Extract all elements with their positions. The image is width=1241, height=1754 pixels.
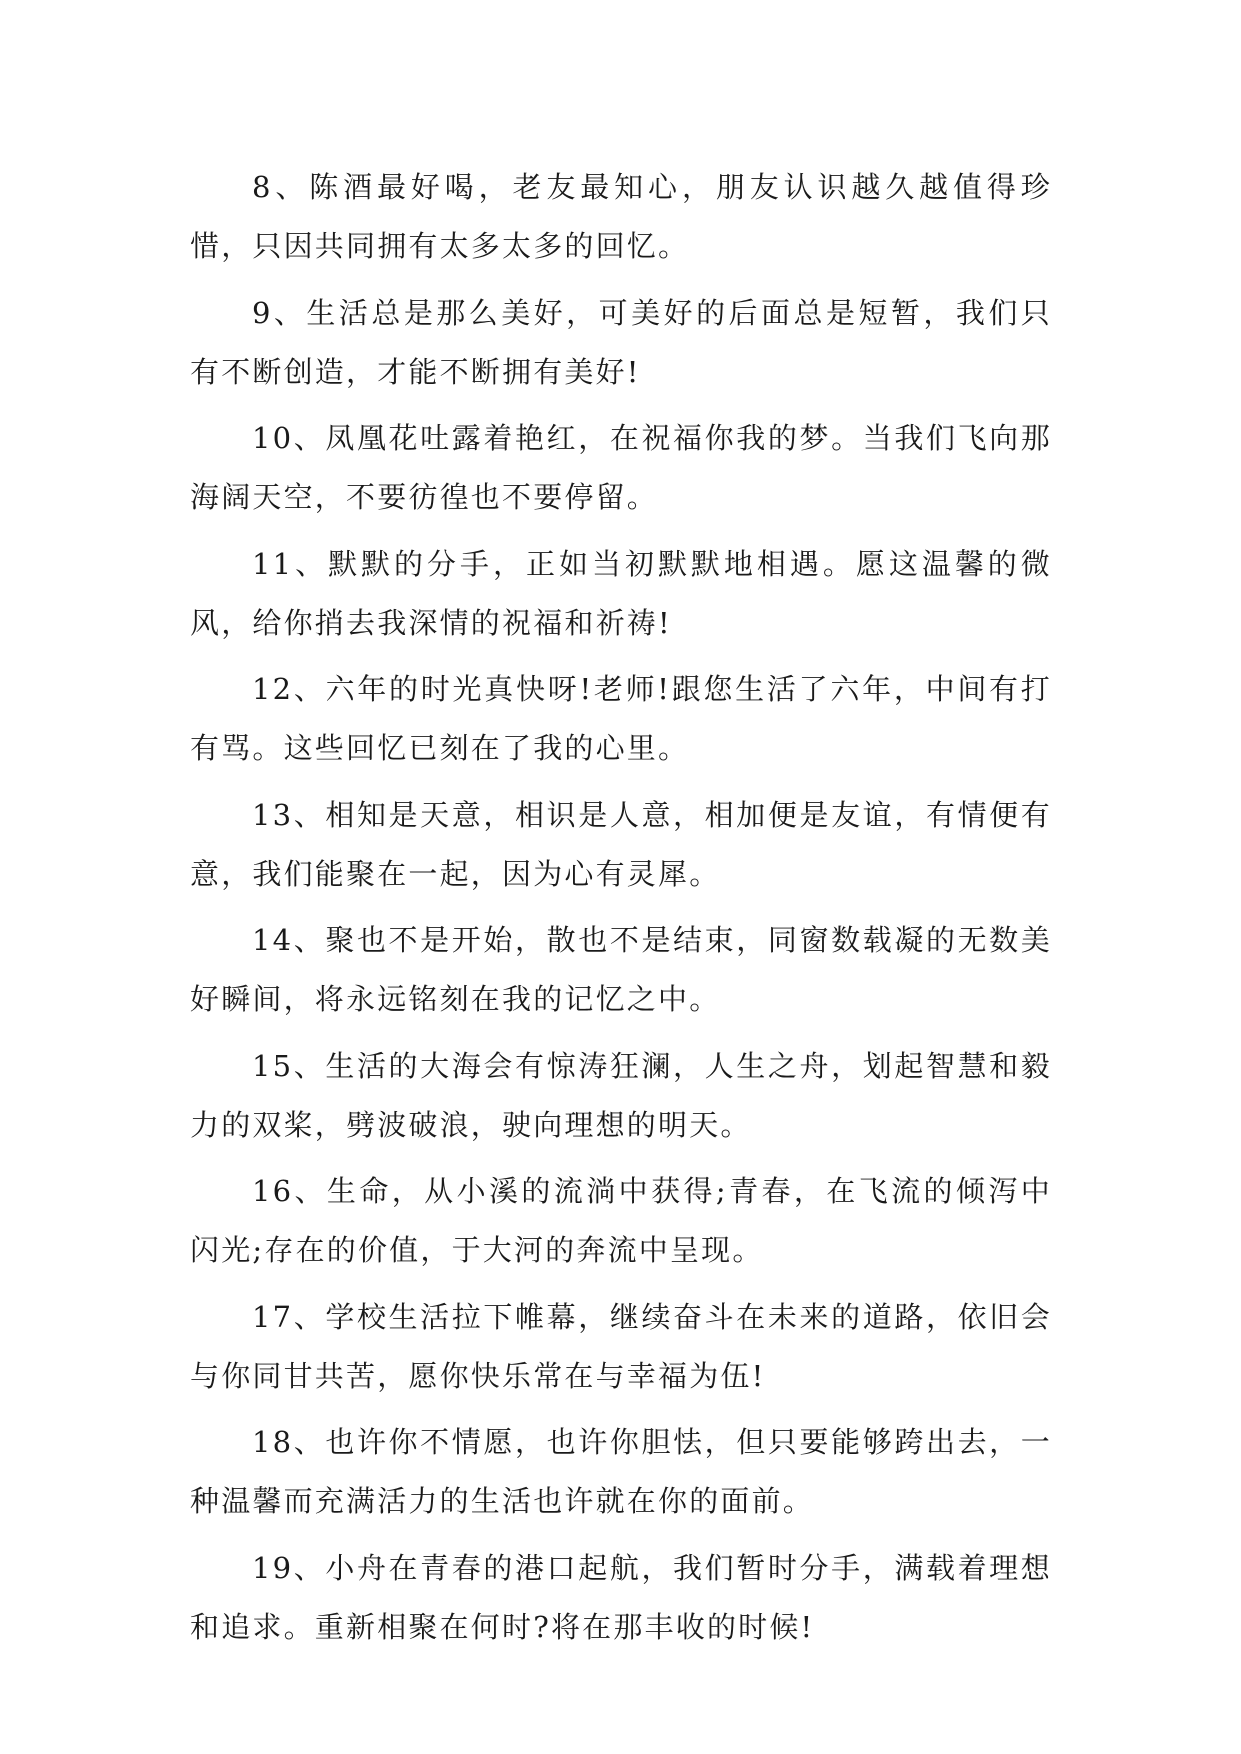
paragraph-16: 16、生命，从小溪的流淌中获得;青春，在飞流的倾泻中闪光;存在的价值，于大河的奔流中呈现。 bbox=[190, 1174, 1052, 1267]
paragraph-13: 13、相知是天意，相识是人意，相加便是友谊，有情便有意，我们能聚在一起，因为心有灵犀。 bbox=[190, 797, 1052, 891]
paragraph-15: 15、生活的大海会有惊涛狂澜，人生之舟，划起智慧和毅力的双桨，劈波破浪，驶向理想的明天。 bbox=[190, 1048, 1052, 1142]
paragraph-14: 14、聚也不是开始，散也不是结束，同窗数载凝的无数美好瞬间，将永远铭刻在我的记忆之中。 bbox=[190, 923, 1052, 1016]
paragraph-17: 17、学校生活拉下帷幕，继续奋斗在未来的道路，依旧会与你同甘共苦，愿你快乐常在与幸福为伍! bbox=[190, 1299, 1052, 1393]
paragraph-19: 19、小舟在青春的港口起航，我们暂时分手，满载着理想和追求。重新相聚在何时?将在那丰收的时候! bbox=[190, 1550, 1052, 1644]
paragraph-12: 12、六年的时光真快呀!老师!跟您生活了六年，中间有打有骂。这些回忆已刻在了我的心里。 bbox=[190, 672, 1052, 765]
document-body bbox=[190, 158, 1052, 1664]
paragraph-8: 8、陈酒最好喝，老友最知心，朋友认识越久越值得珍惜，只因共同拥有太多太多的回忆。 bbox=[190, 170, 1052, 263]
paragraph-10: 10、凤凰花吐露着艳红，在祝福你我的梦。当我们飞向那海阔天空，不要彷徨也不要停留。 bbox=[190, 421, 1052, 514]
paragraph-11: 11、默默的分手，正如当初默默地相遇。愿这温馨的微风，给你捎去我深情的祝福和祈祷! bbox=[190, 546, 1052, 640]
paragraph-18: 18、也许你不情愿，也许你胆怯，但只要能够跨出去，一种温馨而充满活力的生活也许就在你的面前。 bbox=[190, 1425, 1052, 1518]
paragraph-9: 9、生活总是那么美好，可美好的后面总是短暂，我们只有不断创造，才能不断拥有美好! bbox=[190, 295, 1052, 389]
